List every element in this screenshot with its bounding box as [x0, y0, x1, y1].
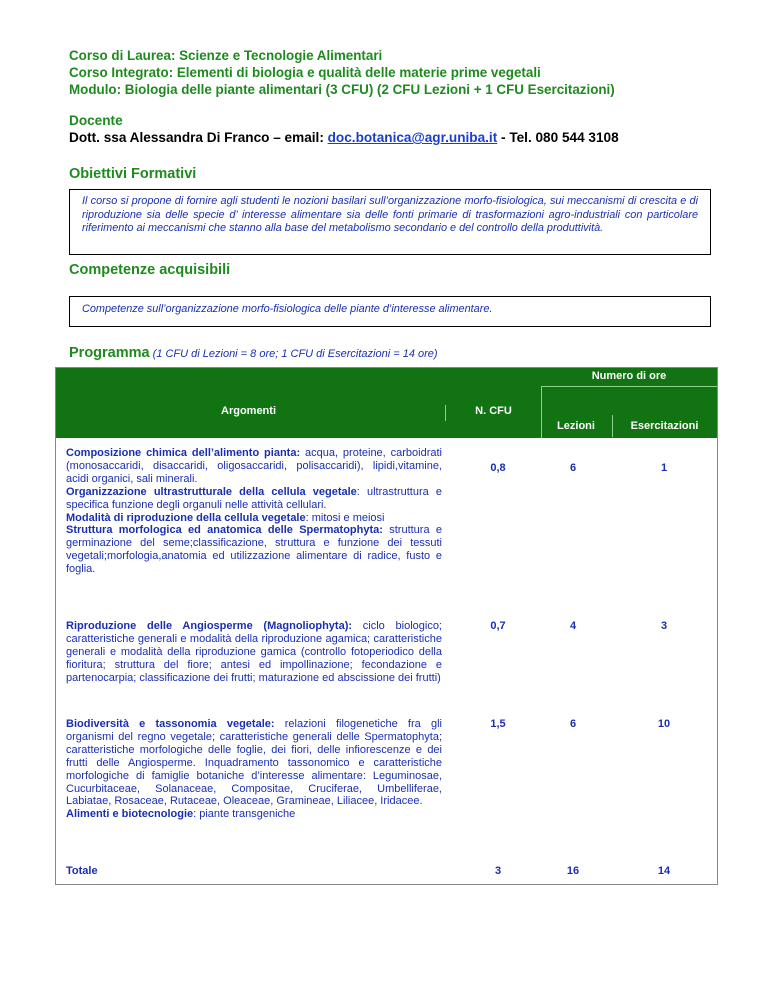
row-cfu: 0,7 — [490, 620, 506, 632]
total-cfu: 3 — [494, 865, 502, 877]
row-topic-text: : ultrastruttura e specifica funzione degli organuli nelle attività cellulari. — [66, 485, 442, 511]
programma-title: Programma — [69, 345, 150, 361]
header-argomenti: Argomenti — [221, 405, 276, 417]
obiettivi-box — [69, 189, 711, 255]
header-divider — [541, 386, 717, 387]
docente-line — [69, 130, 619, 145]
programma-heading — [69, 344, 438, 362]
course-module: Modulo: Biologia delle piante alimentari (3 CFU) (2 CFU Lezioni + 1 CFU Esercitazioni) — [69, 82, 615, 97]
docente-name: Dott. ssa Alessandra Di Franco – email: — [69, 130, 328, 145]
row-topic-text: relazioni filogenetiche fra gli organismi del regno vegetale; caratteristiche generali delle Spermatophyta; caratteristiche morfologiche delle foglie, dei fiori, delle infiorescenze e dei frutti delle Angiosperme. Inquadramento tassonomico e caratteristiche morfologiche di famiglie botaniche d’interesse alimentare: Leguminosae, Cucurbitaceae, Solanaceae, Compositae, Cruciferae, Umbelliferae, Labiatae, Rosaceae, Rutaceae, Oleaceae, Gramineae, Liliacee, Iridacee. — [66, 718, 442, 808]
course-degree: Corso di Laurea: Scienze e Tecnologie Alimentari — [69, 48, 383, 63]
course-header — [69, 47, 729, 98]
row-esercitazioni: 10 — [657, 718, 671, 730]
row-argomenti — [66, 718, 442, 821]
docente-tel: - Tel. 080 544 3108 — [497, 130, 619, 145]
row-lezioni: 4 — [569, 620, 577, 632]
total-label: Totale — [66, 865, 98, 877]
header-numero-ore: Numero di ore — [591, 370, 667, 382]
header-lezioni: Lezioni — [557, 420, 595, 432]
row-topic: Riproduzione delle Angiosperme (Magnoliophyta): — [66, 620, 353, 632]
row-argomenti — [66, 447, 442, 576]
total-esercitazioni: 14 — [657, 865, 671, 877]
table-header — [56, 368, 717, 438]
row-topic: Organizzazione ultrastrutturale della cellula vegetale — [66, 485, 357, 498]
competenze-text: Competenze sull’organizzazione morfo-fisiologica delle piante d’interesse alimentare. — [82, 303, 493, 315]
row-topic-text: : piante transgeniche — [193, 808, 296, 821]
row-topic: Alimenti e biotecnologie — [66, 808, 194, 821]
docente-label: Docente — [69, 113, 123, 128]
row-topic-text: acqua, proteine, carboidrati (monosaccaridi, disaccaridi, oligosaccaridi, polisaccaridi), lipidi,vitamine, acidi organici, sali minerali. — [66, 447, 442, 485]
row-cfu: 0,8 — [490, 462, 506, 474]
row-topic: Modalità di riproduzione della cellula vegetale — [66, 511, 306, 524]
obiettivi-title: Obiettivi Formativi — [69, 166, 197, 182]
course-integrated: Corso Integrato: Elementi di biologia e qualità delle materie prime vegetali — [69, 65, 541, 80]
row-topic-text: ciclo biologico; caratteristiche generali e modalità della riproduzione agamica; caratteristiche generali e modalità della riproduzione gamica (controllo fotoperiodico della fioritura; struttura del fiore; antesi ed impollinazione; fecondazione e partenocarpia; classificazione dei frutti; maturazione ed abscissione dei frutti) — [66, 620, 442, 684]
row-topic-text: : mitosi e meiosi — [305, 511, 385, 524]
row-esercitazioni: 3 — [660, 620, 668, 632]
total-lezioni: 16 — [566, 865, 580, 877]
header-esercitazioni: Esercitazioni — [630, 420, 699, 432]
program-table — [55, 367, 718, 885]
header-ncfu: N. CFU — [475, 405, 512, 417]
row-topic: Struttura morfologica ed anatomica delle Spermatophyta: — [66, 524, 383, 537]
obiettivi-text: Il corso si propone di fornire agli studenti le nozioni basilari sull’organizzazione morfo-fisiologica, sui meccanismi di crescita e di riproduzione sia delle specie d’ interesse alimentare sia delle fonti primarie di trasformazioni agro-industriali con particolare riferimento ai meccanismi che stanno alla base del metabolismo secondario e del controllo della produttività. — [82, 195, 698, 234]
row-topic-text: struttura e germinazione del seme;classificazione, struttura e funzione dei tessuti vegetali;morfologia,anatomia ed utilizzazione alimentare di radice, fusto e foglia. — [66, 524, 442, 576]
docente-email-link[interactable]: doc.botanica@agr.uniba.it — [327, 130, 498, 145]
competenze-title: Competenze acquisibili — [69, 262, 231, 278]
programma-subtitle: (1 CFU di Lezioni = 8 ore; 1 CFU di Esercitazioni = 14 ore) — [149, 348, 438, 360]
row-topic: Composizione chimica dell’alimento pianta: — [66, 447, 301, 459]
row-cfu: 1,5 — [490, 718, 506, 730]
row-argomenti — [66, 620, 442, 685]
row-esercitazioni: 1 — [660, 462, 668, 474]
competenze-box — [69, 296, 711, 327]
row-lezioni: 6 — [569, 718, 577, 730]
row-lezioni: 6 — [569, 462, 577, 474]
row-topic: Biodiversità e tassonomia vegetale: — [66, 718, 275, 730]
